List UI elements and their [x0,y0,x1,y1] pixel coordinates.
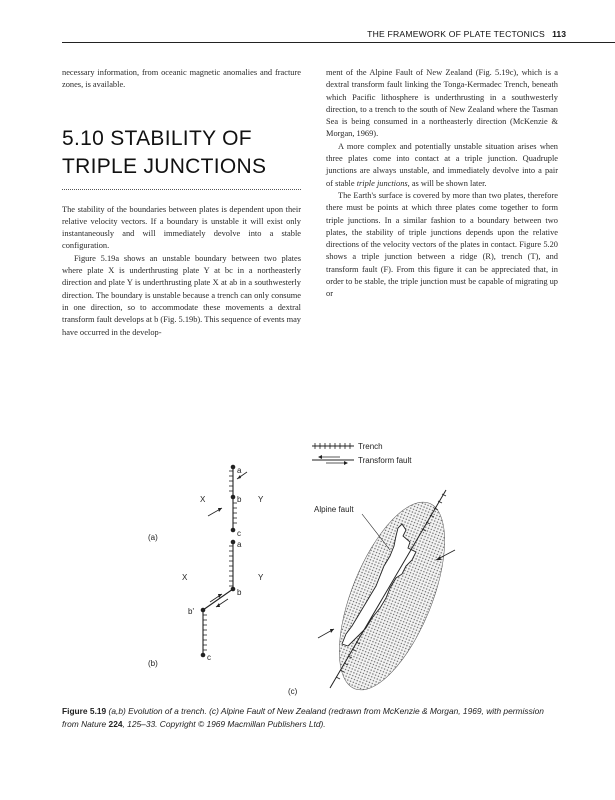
running-header [0,28,615,42]
intro-paragraph: necessary information, from oceanic magnetic anomalies and fracture zones, is available. [62,68,301,90]
running-header-title: THE FRAMEWORK OF PLATE TECTONICS [367,29,545,39]
panel-b-point-c: c [207,653,211,662]
caption-text-a: (a,b) Evolution of a trench. (c) Alpine Fault of New Zealand (redrawn from McKenzie & Morgan, 1969, with permission from Nature [62,706,544,729]
figure-5-19-drawing [140,432,480,700]
section-title-line2: TRIPLE JUNCTIONS [62,154,267,178]
page-number: 113 [552,29,566,39]
figure-5-19 [140,432,480,700]
paragraph-triple-junction-intro [326,141,558,190]
para2-text-b: , as will be shown later. [407,178,487,188]
panel-b-point-b: b [237,588,242,597]
section-title-line1: 5.10 STABILITY OF [62,126,252,150]
panel-b-plate-y: Y [258,573,264,582]
panel-b-plate-x: X [182,573,188,582]
panel-b-diagram [148,540,264,668]
paragraph-alpine-fault: ment of the Alpine Fault of New Zealand (Fig. 5.19c), which is a dextral transform fault linking the Tonga-Kermadec Trench, beneath which Pacific lithosphere is underthrusting in a southwesterly direction, to a trench to the south of New Zealand where the Tasman Sea is being consumed in a northeasterly direction (McKenzie & Morgan, 1969). [326,68,558,139]
right-column [326,67,558,301]
para2-text-a: A more complex and potentially unstable situation arises when three plates come into contact at a triple junction. Quadruple junctions are always unstable, and immediately devolve into a pair of stable [326,141,558,188]
paragraph-stability: The stability of the boundaries between plates is dependent upon their relative velocity vectors. If a boundary is unstable it will exist only instantaneously and will immediately devolve into a stable configuration. [62,204,301,251]
paragraph-figure-5-19a: Figure 5.19a shows an unstable boundary between two plates where plate X is underthrusting plate Y at bc in a northeasterly direction and plate Y is underthrusting plate X at ab in a southwesterly direction. The boundary is unstable because a trench can only consume in one direction, so to accommodate these movements a dextral transform fault develops at b (Fig. 5.19b). This sequence of events may have occurred in the develop- [62,253,301,337]
panel-c-diagram [288,488,467,700]
alpine-fault-label: Alpine fault [314,505,354,514]
caption-label: Figure 5.19 [62,706,107,716]
figure-legend [312,442,412,465]
panel-b-point-b-prime: b' [188,607,194,616]
panel-a-plate-x: X [200,495,206,504]
panel-a-label: (a) [148,533,158,542]
caption-volume: 224 [108,718,123,729]
panel-a-diagram [148,465,264,542]
header-rule [62,42,615,43]
section-title [62,125,301,181]
left-column [62,67,301,339]
paragraph-earth-surface: The Earth's surface is covered by more than two plates, therefore there must be points at which three plates come together to form triple junctions. In a similar fashion to a boundary between two plates, the stability of triple junctions depends upon the relative directions of the velocity vectors of the plates in contact. Figure 5.20 shows a triple junction between a ridge (R), trench (T), and transform fault (F). From this figure it can be appreciated that, in order to be stable, the triple junction must be capable of migrating up or [326,190,558,299]
legend-transform-label: Transform fault [358,456,412,465]
legend-trench-label: Trench [358,442,383,451]
panel-a-point-c: c [237,529,241,538]
panel-b-label: (b) [148,659,158,668]
figure-caption [62,705,562,730]
lithosphere-stipple-zone [317,488,466,700]
panel-b-point-a: a [237,540,242,549]
para2-emphasis: triple junctions [356,178,408,188]
section-divider [62,189,301,190]
caption-text-b: , 125–33. Copyright © 1969 Macmillan Publishers Ltd). [122,718,326,729]
panel-a-plate-y: Y [258,495,264,504]
panel-a-point-b: b [237,495,242,504]
panel-a-point-a: a [237,466,242,475]
panel-c-label: (c) [288,687,298,696]
